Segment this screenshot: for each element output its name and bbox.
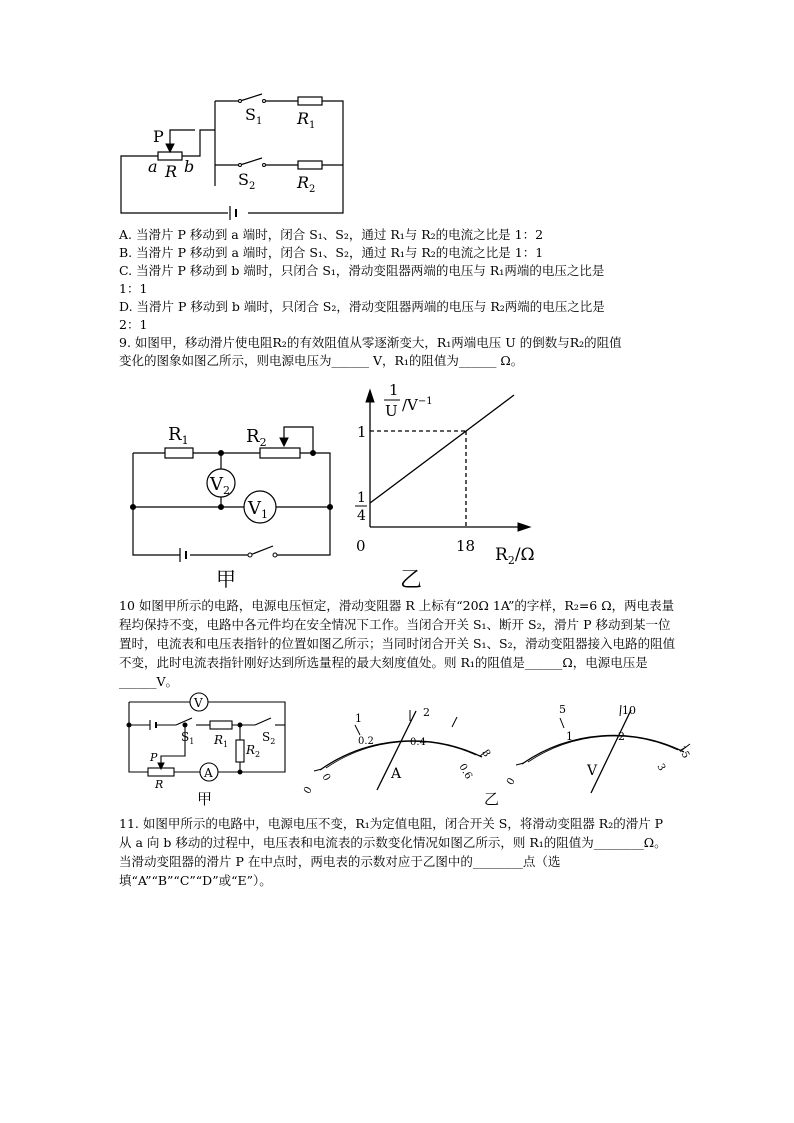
y-tick-quarter-den: 4	[357, 508, 366, 524]
r-label: R	[155, 778, 164, 791]
svg-text:0.4: 0.4	[410, 737, 426, 748]
r1-label: $R_1$	[214, 733, 229, 749]
q8-option-c: C. 当滑片 P 移动到 b 端时，只闭合 S₁，滑动变阻器两端的电压与 R₁两端的电压之比是	[119, 263, 605, 278]
r2-label: $R_2$	[246, 743, 261, 759]
caption-yi: 乙	[400, 568, 423, 593]
r2-label: $R_2$	[297, 173, 316, 195]
s1-label: $S_1$	[181, 730, 195, 746]
ylabel-den: U	[385, 402, 398, 420]
p-label: P	[153, 127, 164, 146]
q8-circuit-diagram	[110, 90, 360, 220]
p-label: P	[150, 751, 158, 764]
svg-text:0: 0	[319, 772, 333, 784]
svg-text:10: 10	[622, 704, 636, 717]
caption-jia: 甲	[197, 790, 213, 808]
s2-label: $S_2$	[238, 170, 256, 192]
q11-text: 11. 如图甲所示的电路中，电源电压不变，R₁为定值电阻，闭合开关 S，将滑动变阻器 R₂的滑片 P 从 a 向 b 移动的过程中，电压表和电流表的示数变化情况如图乙所示，则 R₁的阻值为________Ω。当滑动变阻器的滑片 P 在中点时，两电表的示数对应于乙图中的________点（选填“A”“B”“C”“D”或“E”）。	[119, 816, 667, 888]
b-label: b	[184, 157, 195, 176]
a-label: a	[148, 157, 158, 176]
q8-option-b: B. 当滑片 P 移动到 a 端时，闭合 S₁、S₂，通过 R₁与 R₂的电流之比是 1：1	[119, 245, 544, 260]
v1-label: $V_1$	[248, 498, 268, 521]
r2-label: $R_2$	[246, 426, 267, 449]
svg-text:3: 3	[479, 748, 493, 760]
q8-option-c-cont: 1：1	[119, 281, 148, 296]
v2-label: $V_2$	[210, 474, 230, 497]
q10-circuit-jia	[120, 690, 300, 808]
svg-text:1: 1	[566, 730, 573, 743]
svg-text:0: 0	[302, 784, 315, 797]
y-tick-quarter-num: 1	[357, 490, 366, 506]
q10-text: 10 如图甲所示的电路，电源电压恒定，滑动变阻器 R 上标有“20Ω 1A”的字样，R₂=6 Ω，两电表量程均保持不变，电路中各元件均在安全情况下工作。当闭合开关 S₁、断开 S₂，滑片 P 移动到某一位置时，电流表和电压表指针的位置如图乙所示；当同时闭合开关 S₁、S₂，滑动变阻器接入电路的阻值不变，此时电流表指针刚好达到所选量程的最大刻度值处。则 R₁的阻值是______Ω，电源电压是______V。	[119, 598, 676, 689]
s1-label: $S_1$	[245, 105, 263, 127]
a-label: A	[204, 766, 213, 780]
r-label: R	[165, 162, 178, 181]
q8-option-d-cont: 2：1	[119, 317, 148, 332]
svg-text:0.6: 0.6	[456, 762, 474, 782]
q9-graph-yi	[345, 380, 565, 595]
ylabel-num: 1	[389, 381, 399, 399]
svg-text:0.2: 0.2	[358, 736, 374, 747]
voltmeter-dial	[505, 700, 695, 805]
y-tick-1: 1	[357, 423, 367, 441]
x-tick-18: 18	[456, 537, 476, 555]
voltmeter-needle	[591, 710, 631, 793]
svg-text:A: A	[391, 766, 402, 782]
svg-text:0: 0	[505, 776, 518, 788]
svg-text:V: V	[587, 763, 598, 779]
s2-label: $S_2$	[262, 730, 276, 746]
q8-option-d: D. 当滑片 P 移动到 b 端时，只闭合 S₂，滑动变阻器两端的电压与 R₂两端的电压之比是	[119, 299, 605, 314]
r1-label: $R_1$	[168, 424, 189, 447]
svg-text:1: 1	[355, 712, 362, 725]
ylabel-unit: $/V^{-1}$	[402, 396, 433, 414]
svg-text:2: 2	[618, 730, 625, 743]
v-label: V	[194, 696, 203, 710]
svg-text:5: 5	[559, 703, 566, 716]
xlabel: $R_2/\Omega$	[495, 545, 535, 567]
svg-text:15: 15	[675, 744, 692, 761]
q9-line2: 变化的图象如图乙所示，则电源电压为______ V，R₁的阻值为______ Ω。	[119, 353, 524, 368]
caption-yi: 乙	[484, 790, 500, 808]
origin-label: 0	[356, 537, 366, 555]
caption-jia: 甲	[216, 567, 236, 591]
r1-label: $R_1$	[297, 109, 316, 131]
q8-option-a: A. 当滑片 P 移动到 a 端时，闭合 S₁、S₂，通过 R₁与 R₂的电流之比是 1：2	[119, 227, 544, 242]
ammeter-dial	[302, 700, 500, 805]
svg-text:3: 3	[654, 762, 668, 774]
q9-circuit-jia	[120, 415, 340, 595]
svg-text:2: 2	[423, 706, 430, 719]
q9-line1: 9. 如图甲，移动滑片使电阻R₂的有效阻值从零逐渐变大，R₁两端电压 U 的倒数与R₂的阻值	[119, 335, 622, 350]
